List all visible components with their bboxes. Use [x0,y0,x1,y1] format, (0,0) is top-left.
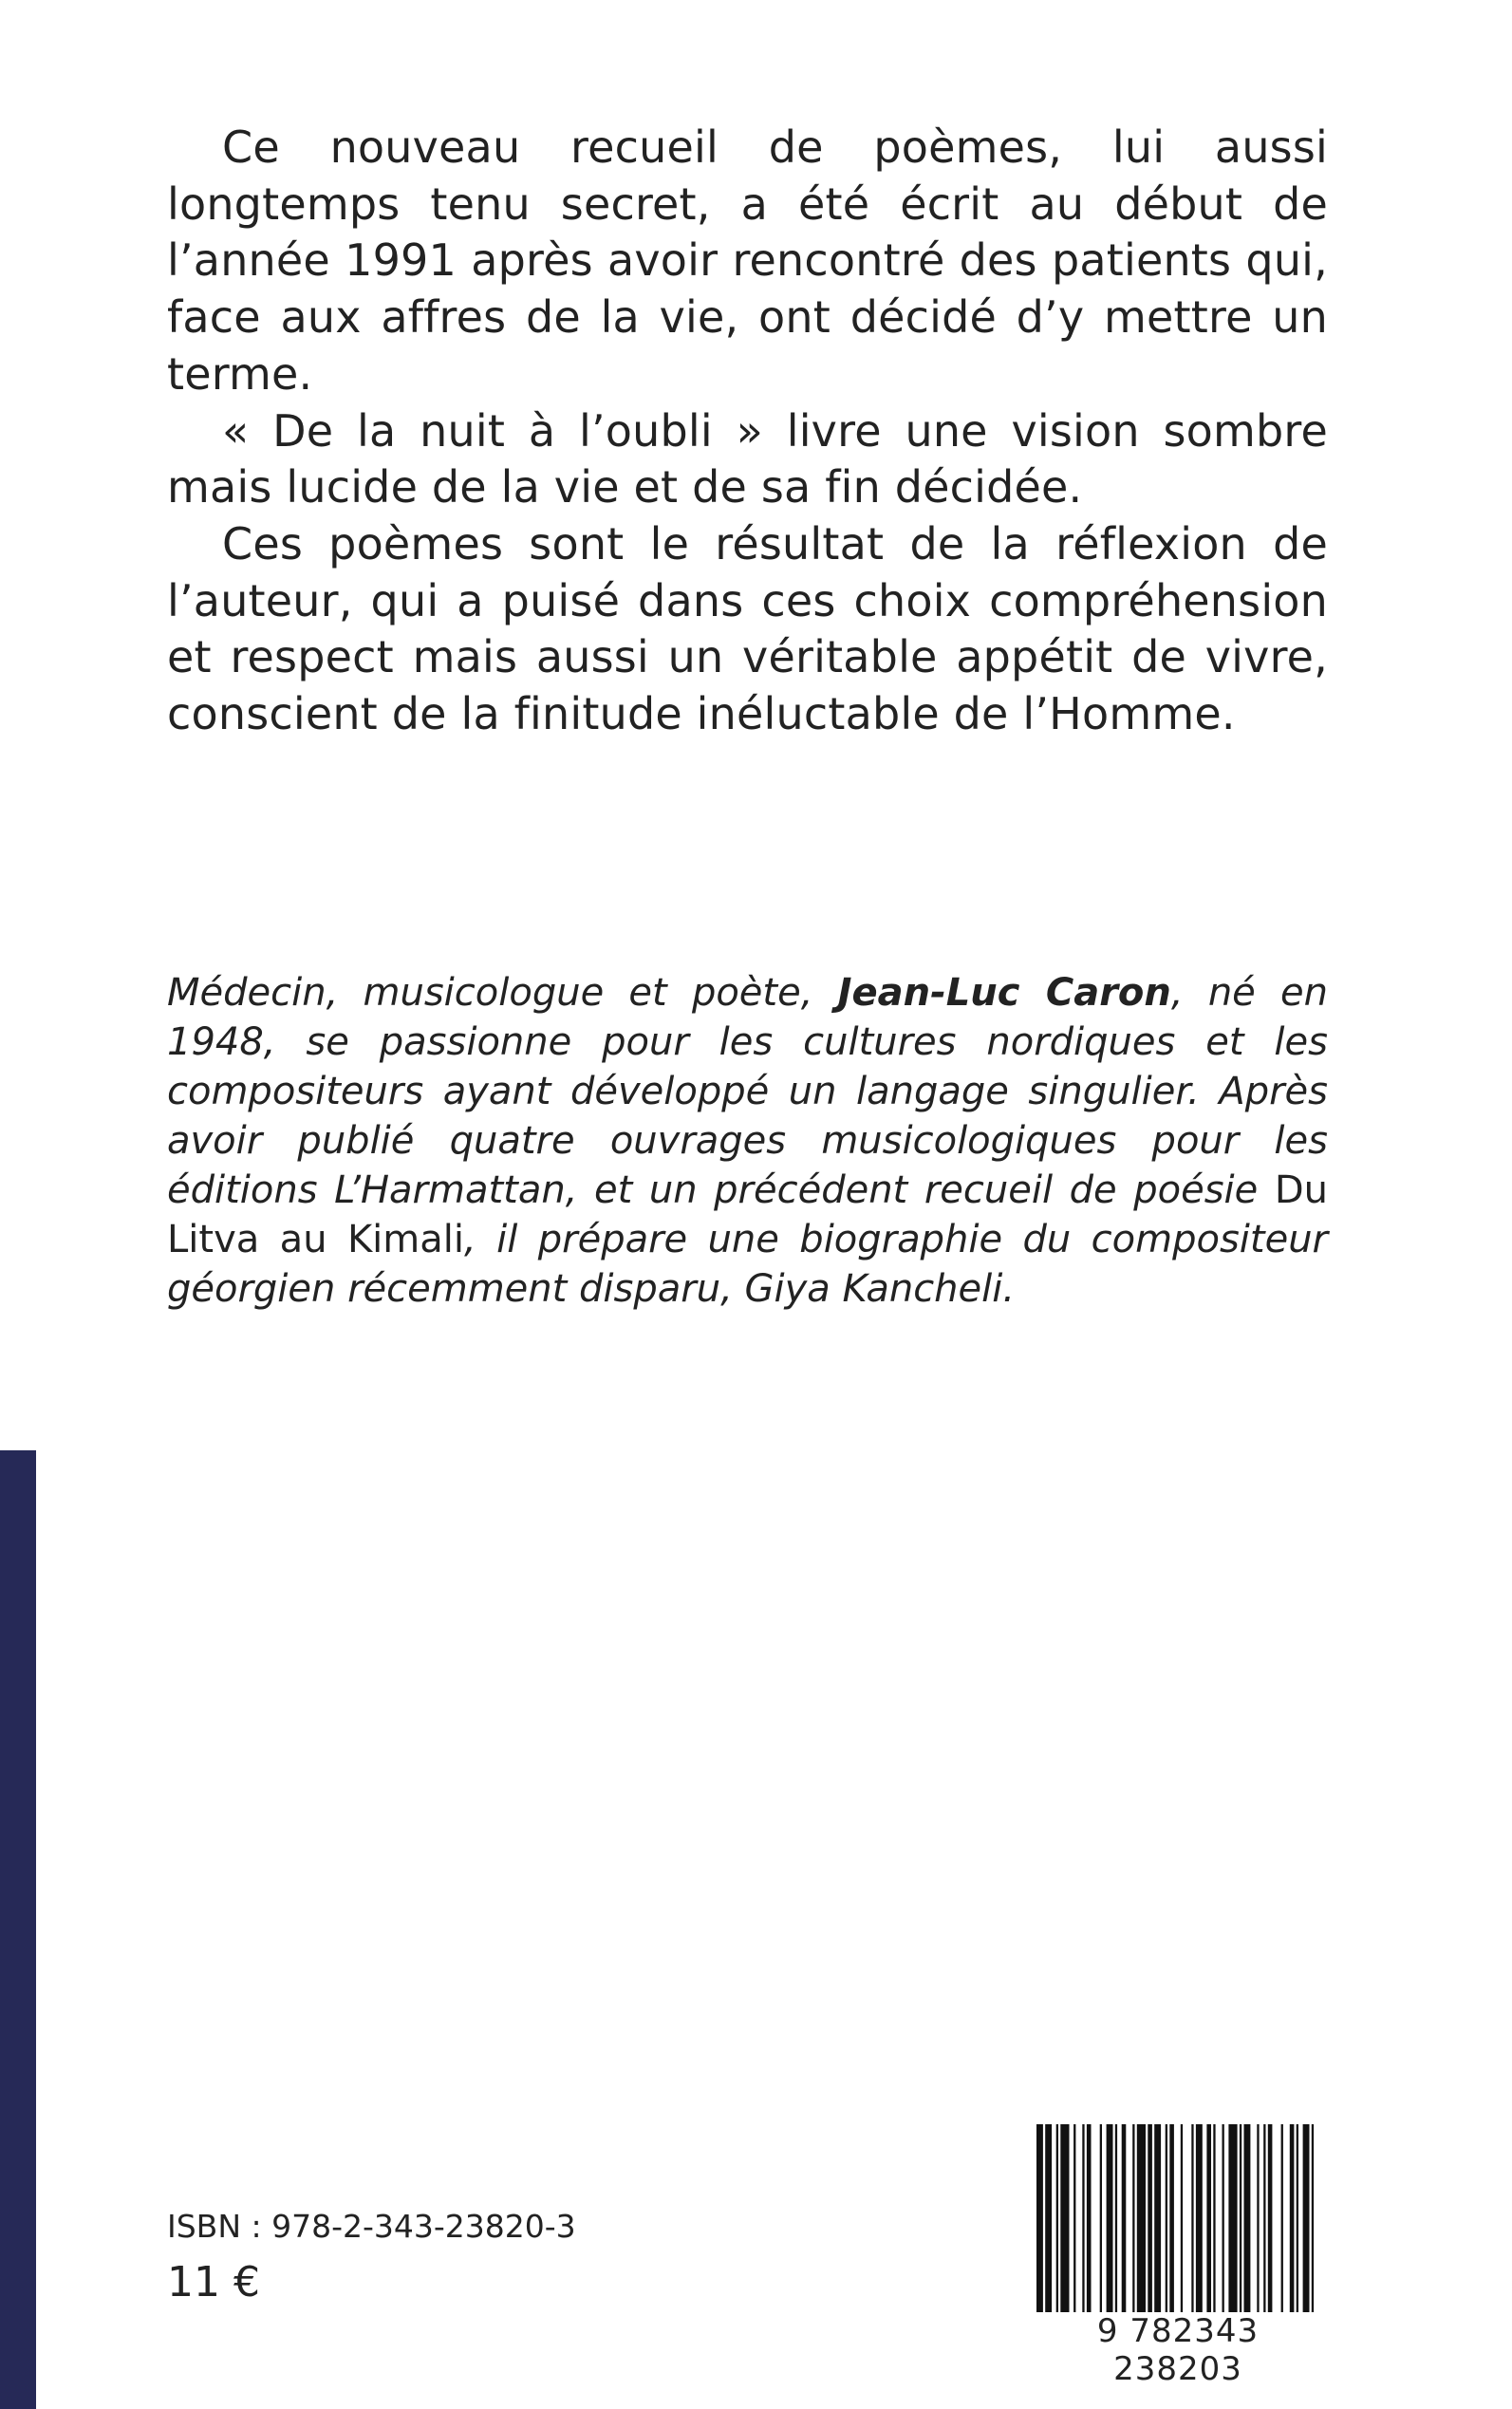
barcode-bar [1244,2124,1251,2312]
barcode-bar [1073,2124,1075,2312]
previous-book-title: Du Litva au Kimali [167,1168,1328,1261]
barcode-bar [1137,2124,1146,2312]
barcode-bar [1268,2124,1273,2312]
barcode-bar [1082,2124,1084,2312]
barcode-bar [1196,2124,1203,2312]
author-name: Jean-Luc Caron [837,971,1171,1015]
book-summary [167,120,1328,743]
barcode-bar [1213,2124,1215,2312]
summary-paragraph-1: Ce nouveau recueil de poèmes, lui aussi longtemps tenu secret, a été écrit au début de l’année 1991 après avoir rencontré des patients qui, face aux affres de la vie, ont décidé d’y mettre un terme. [167,121,1328,400]
barcode-bar [1148,2124,1152,2312]
barcode-bar [1166,2124,1167,2312]
bio-middle: , né en 1948, se passionne pour les cultures nordiques et les compositeurs ayant développé un langage singulier. Après avoir publié quatre ouvrages musicologiques pour les éditions L’Harmattan, et un précédent recueil de poésie [167,971,1328,1212]
barcode-bar [1115,2124,1117,2312]
barcode [1031,2122,1325,2388]
isbn-label: ISBN : 978-2-343-23820-3 [167,2208,576,2245]
barcode-bar [1132,2124,1134,2312]
barcode-digits: 9 782343 238203 [1031,2312,1325,2388]
price-label: 11 € [167,2258,260,2306]
bio-closing: , il prépare une biographie du compositeur géorgien récemment disparu, Giya Kancheli. [167,1218,1328,1311]
barcode-bar [1290,2124,1295,2312]
author-bio [167,968,1328,1314]
barcode-bar [1036,2124,1043,2312]
bio-intro: Médecin, musicologue et poète, [167,971,838,1015]
barcode-bar [1100,2124,1102,2312]
author-bio-text [167,968,1328,1314]
barcode-bar [1191,2124,1193,2312]
summary-paragraph-3: Ces poèmes sont le résultat de la réflexion de l’auteur, qui a puisé dans ces choix compréhension et respect mais aussi un véritable appétit de vivre, conscient de la finitude inéluctable de l’Homme. [167,517,1328,740]
barcode-bar [1281,2124,1283,2312]
barcode-bar [1240,2124,1241,2312]
barcode-bar [1122,2124,1127,2312]
barcode-bar [1169,2124,1174,2312]
barcode-bar [1228,2124,1237,2312]
barcode-bar [1087,2124,1092,2312]
barcode-bar [1045,2124,1052,2312]
barcode-bar [1206,2124,1211,2312]
barcode-bar [1257,2124,1259,2312]
barcode-bar [1303,2124,1310,2312]
barcode-bar [1107,2124,1113,2312]
barcode-bar [1181,2124,1183,2312]
spine-color-bar [0,1450,36,2409]
barcode-bar [1154,2124,1161,2312]
barcode-bar [1223,2124,1224,2312]
summary-paragraph-2: « De la nuit à l’oubli » livre une vision sombre mais lucide de la vie et de sa fin décidée. [167,404,1328,514]
barcode-bar [1060,2124,1069,2312]
barcode-bar [1263,2124,1265,2312]
barcode-bar [1056,2124,1058,2312]
barcode-bar [1312,2124,1314,2312]
barcode-bar [1297,2124,1298,2312]
